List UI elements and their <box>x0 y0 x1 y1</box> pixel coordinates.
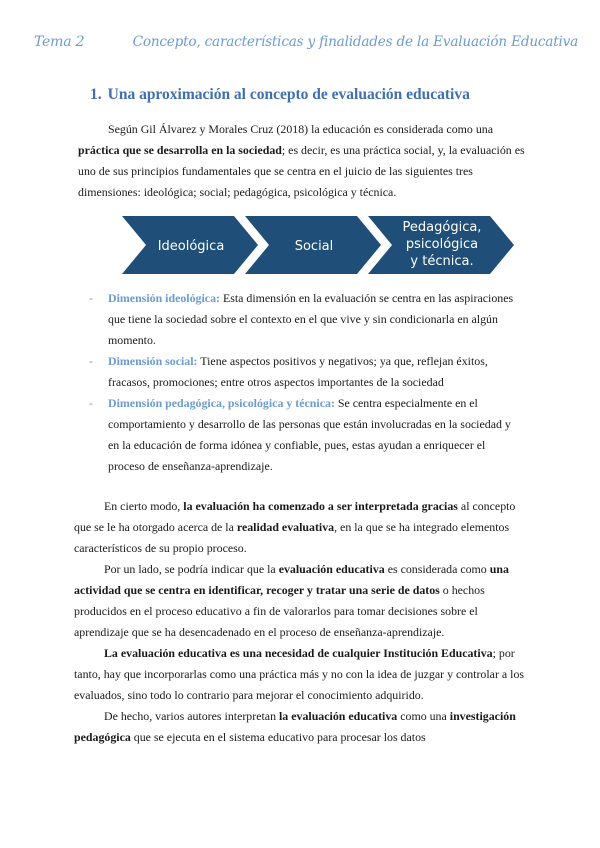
section-number: 1. <box>90 86 102 103</box>
paragraph-intro <box>78 119 526 203</box>
paragraph-emphasis: la evaluación ha comenzado a ser interpretada gracias <box>183 499 458 513</box>
paragraph-text: ; es decir, es una práctica social, y, la evaluación es uno de sus principios fundamentales que se centra en el juicio de las siguientes tres dimensiones: ideológica; social; pedagógica, psicológica y técnica. <box>78 143 525 199</box>
paragraph-realidad <box>74 496 526 559</box>
paragraph-emphasis: una actividad que se centra en identificar, recoger y tratar una serie de datos <box>74 562 509 597</box>
bullet-dash: - <box>89 354 93 368</box>
list-item <box>82 351 522 393</box>
paragraph-text: Según Gil Álvarez y Morales Cruz (2018) la educación es considerada como una <box>108 122 493 136</box>
paragraph-emphasis: la evaluación educativa <box>279 709 398 723</box>
dimensions-list <box>82 288 522 477</box>
list-item-term: Dimensión ideológica: <box>108 291 220 305</box>
chevron-label-pedagogica-2: psicológica <box>405 237 479 252</box>
list-item-text: Esta dimensión en la evaluación se centra en las aspiraciones que tiene la sociedad sobre el contexto en el que vive y sin condicionarla en algún momento. <box>108 291 514 347</box>
paragraph-text: , en la que se ha integrado elementos característicos de su propio proceso. <box>74 520 510 555</box>
dimensions-diagram <box>122 216 514 274</box>
paragraph-text: De hecho, varios autores interpretan <box>104 709 279 723</box>
list-item-term: Dimensión pedagógica, psicológica y técnica: <box>108 396 335 410</box>
paragraph-emphasis: realidad evaluativa <box>236 520 335 534</box>
paragraph-investigacion <box>74 706 526 748</box>
list-item-text: Se centra especialmente en el comportamiento y desarrollo de las personas que están involucradas en la sociedad y en la educación de forma idónea y confiable, pues, estas ayudan a enriquecer el proceso de enseñanza-aprendizaje. <box>108 396 511 473</box>
chevron-label-ideologica: Ideológica <box>157 239 225 254</box>
chevron-label-pedagogica-1: Pedagógica, <box>402 220 482 235</box>
paragraph-emphasis: investigación pedagógica <box>74 709 516 744</box>
paragraph-text: al concepto que se le ha otorgado acerca de la <box>74 499 516 534</box>
paragraph-necesidad <box>74 643 526 706</box>
paragraph-text: En cierto modo, <box>104 499 184 513</box>
paragraph-text: ; por tanto, hay que incorporarlas como una práctica más y no con la idea de juzgar y controlar a los evaluados, sino todo lo contrario para mejorar el conocimiento adquirido. <box>74 646 525 702</box>
paragraph-emphasis: La evaluación educativa es una necesidad de cualquier Institución Educativa <box>104 646 493 660</box>
paragraph-actividad <box>74 559 526 643</box>
chevron-label-social: Social <box>294 239 334 254</box>
header-title: Concepto, características y finalidades de la Evaluación Educativa <box>132 34 578 50</box>
list-item-term: Dimensión social: <box>108 354 198 368</box>
list-item <box>82 393 522 477</box>
page-header <box>34 34 578 58</box>
paragraph-emphasis: práctica que se desarrolla en la sociedad <box>78 143 282 157</box>
paragraph-text: es considerada como <box>384 562 490 576</box>
header-topic: Tema 2 <box>34 34 85 50</box>
section-title <box>90 86 470 104</box>
paragraph-text: Por un lado, se podría indicar que la <box>104 562 279 576</box>
section-title-text: Una aproximación al concepto de evaluación educativa <box>107 86 470 103</box>
bullet-dash: - <box>89 291 93 305</box>
paragraph-emphasis: evaluación educativa <box>278 562 385 576</box>
list-item <box>82 288 522 351</box>
paragraph-text: como una <box>397 709 450 723</box>
paragraph-text: o hechos producidos en el proceso educativo a fin de valorarlos para tomar decisiones sobre el aprendizaje que se ha desencadenado en el proceso de enseñanza-aprendizaje. <box>74 583 485 639</box>
chevron-label-pedagogica-3: y técnica. <box>410 254 474 269</box>
bullet-dash: - <box>89 396 93 410</box>
paragraph-text: que se ejecuta en el sistema educativo para procesar los datos <box>130 730 426 744</box>
list-item-text: Tiene aspectos positivos y negativos; ya que, reflejan éxitos, fracasos, promociones; entre otros aspectos importantes de la sociedad <box>108 354 488 389</box>
